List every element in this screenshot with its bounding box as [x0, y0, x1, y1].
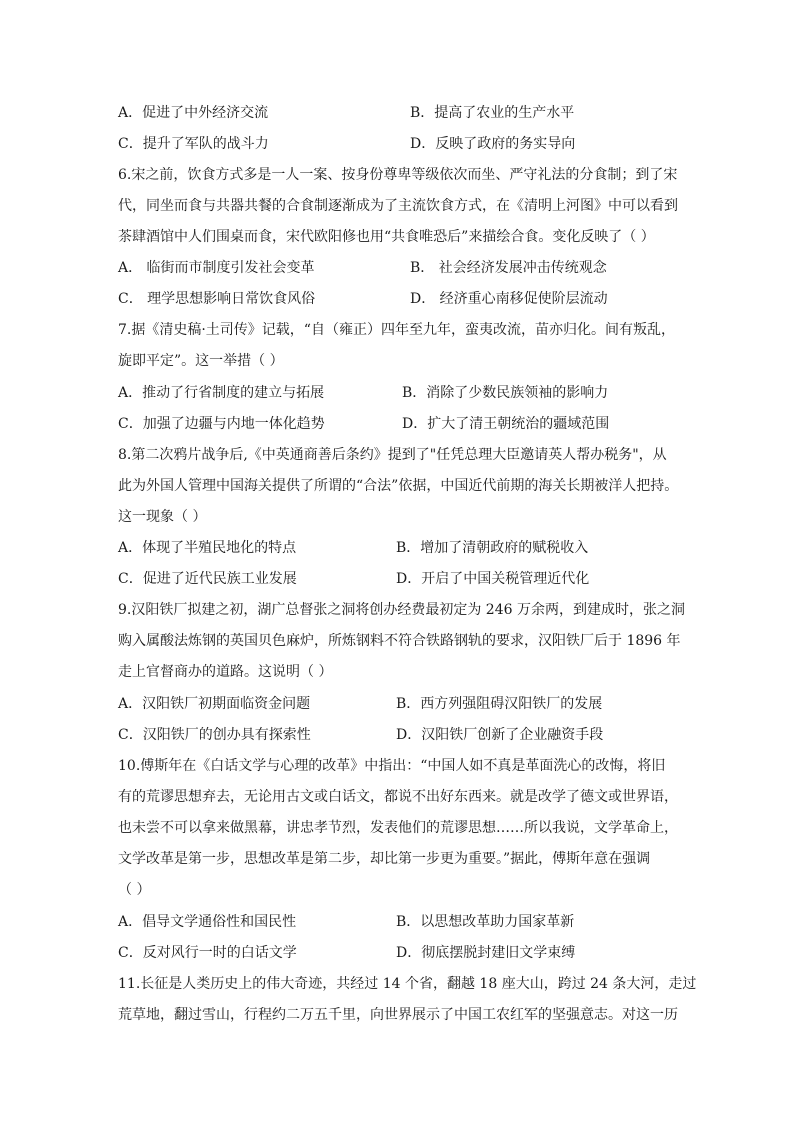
q9-stem-line-3: 走上官督商办的道路。这说明（ ） — [118, 664, 333, 680]
q7-stem-line-2: 旋即平定”。这一举措（ ） — [118, 353, 284, 369]
q6-option-b[interactable]: B． 社会经济发展冲击传统观念 — [410, 260, 607, 276]
q7-option-b[interactable]: B．消除了少数民族领袖的影响力 — [402, 385, 609, 401]
q5-option-b[interactable]: B．提高了农业的生产水平 — [410, 105, 575, 121]
q8-option-d[interactable]: D．开启了中国关税管理近代化 — [396, 571, 590, 587]
q10-stem-line-4: 文学改革是第一步，思想改革是第二步，却比第一步更为重要。”据此，傅斯年意在强调 — [118, 851, 651, 867]
q8-option-a[interactable]: A．体现了半殖民地化的特点 — [118, 540, 297, 556]
q5-option-row-2 — [118, 134, 678, 154]
q11-stem-line-2: 荒草地，翻过雪山，行程约二万五千里，向世界展示了中国工农红军的坚强意志。对这一历 — [118, 1007, 678, 1023]
q8-option-row-2 — [118, 569, 678, 589]
q10-stem-line-1: 10.傅斯年在《白话文学与心理的改革》中指出：“中国人如不真是革面洗心的改悔，将旧 — [118, 758, 666, 774]
q5-option-c[interactable]: C．提升了军队的战斗力 — [118, 136, 269, 152]
q6-stem-line-1: 6.宋之前，饮食方式多是一人一案、按身份尊卑等级依次而坐、严守礼法的分食制；到了宋 — [118, 167, 678, 183]
q10-stem-line-3: 也未尝不可以拿来做黑幕，讲忠孝节烈，发表他们的荒谬思想……所以我说，文学革命上， — [118, 820, 678, 836]
q8-stem-line-1: 8.第二次鸦片战争后,《中英通商善后条约》提到了"任凭总理大臣邀请英人帮办税务"，从 — [118, 447, 667, 463]
q9-option-row-2 — [118, 725, 678, 745]
q7-stem-line-1: 7.据《清史稿·土司传》记载，“自（雍正）四年至九年，蛮夷改流，苗亦归化。间有叛乱， — [118, 322, 675, 338]
q8-option-row-1 — [118, 538, 678, 558]
q7-option-row-1 — [118, 383, 678, 403]
q10-stem-line-5: （ ） — [118, 882, 151, 898]
q8-option-c[interactable]: C．促进了近代民族工业发展 — [118, 571, 297, 587]
q9-stem-line-2: 购入属酸法炼钢的英国贝色麻炉，所炼钢料不符合铁路钢轨的要求，汉阳铁厂后于 1896 年 — [118, 633, 681, 649]
q6-option-c[interactable]: C． 理学思想影响日常饮食风俗 — [118, 291, 316, 307]
q6-option-d[interactable]: D． 经济重心南移促使阶层流动 — [410, 291, 608, 307]
q5-option-row-1 — [118, 103, 678, 123]
q10-option-b[interactable]: B．以思想改革助力国家革新 — [396, 914, 575, 930]
q9-option-c[interactable]: C．汉阳铁厂的创办具有探索性 — [118, 727, 311, 743]
q9-option-b[interactable]: B．西方列强阻碍汉阳铁厂的发展 — [396, 696, 603, 712]
q6-option-row-2 — [118, 289, 678, 309]
q5-option-d[interactable]: D．反映了政府的务实导向 — [410, 136, 576, 152]
q5-option-a[interactable]: A．促进了中外经济交流 — [118, 105, 269, 121]
q6-stem-line-3: 茶肆酒馆中人们围桌而食，宋代欧阳修也用“共食唯恐后”来描绘合食。变化反映了（ ） — [118, 229, 655, 245]
q6-stem-line-2: 代，同坐而食与共器共餐的合食制逐渐成为了主流饮食方式，在《清明上河图》中可以看到 — [118, 198, 678, 214]
q9-stem-line-1: 9.汉阳铁厂拟建之初，湖广总督张之洞将创办经费最初定为 246 万余两，到建成时，张之洞 — [118, 602, 685, 618]
q10-option-row-2 — [118, 943, 678, 963]
q8-stem-line-2: 此为外国人管理中国海关提供了所谓的“合法”依据，中国近代前期的海关长期被洋人把持。 — [118, 478, 679, 494]
q9-option-row-1 — [118, 694, 678, 714]
q6-option-a[interactable]: A． 临街而市制度引发社会变革 — [118, 260, 315, 276]
q9-option-d[interactable]: D．汉阳铁厂创新了企业融资手段 — [396, 727, 604, 743]
q10-option-c[interactable]: C．反对风行一时的白话文学 — [118, 945, 297, 961]
q10-option-row-1 — [118, 912, 678, 932]
q7-option-a[interactable]: A．推动了行省制度的建立与拓展 — [118, 385, 325, 401]
q9-option-a[interactable]: A．汉阳铁厂初期面临资金问题 — [118, 696, 311, 712]
q7-option-row-2 — [118, 414, 678, 434]
q7-option-c[interactable]: C．加强了边疆与内地一体化趋势 — [118, 416, 325, 432]
q10-option-a[interactable]: A．倡导文学通俗性和国民性 — [118, 914, 297, 930]
q8-option-b[interactable]: B．增加了清朝政府的赋税收入 — [396, 540, 589, 556]
q6-option-row-1 — [118, 258, 678, 278]
q10-option-d[interactable]: D．彻底摆脱封建旧文学束缚 — [396, 945, 576, 961]
q11-stem-line-1: 11.长征是人类历史上的伟大奇迹，共经过 14 个省，翻越 18 座大山，跨过 24 条大河，走过 — [118, 976, 697, 992]
q7-option-d[interactable]: D．扩大了清王朝统治的疆域范围 — [402, 416, 610, 432]
q10-stem-line-2: 有的荒谬思想弃去，无论用古文或白话文，都说不出好东西来。就是改学了德文或世界语， — [118, 789, 678, 805]
q8-stem-line-3: 这一现象（ ） — [118, 509, 207, 525]
